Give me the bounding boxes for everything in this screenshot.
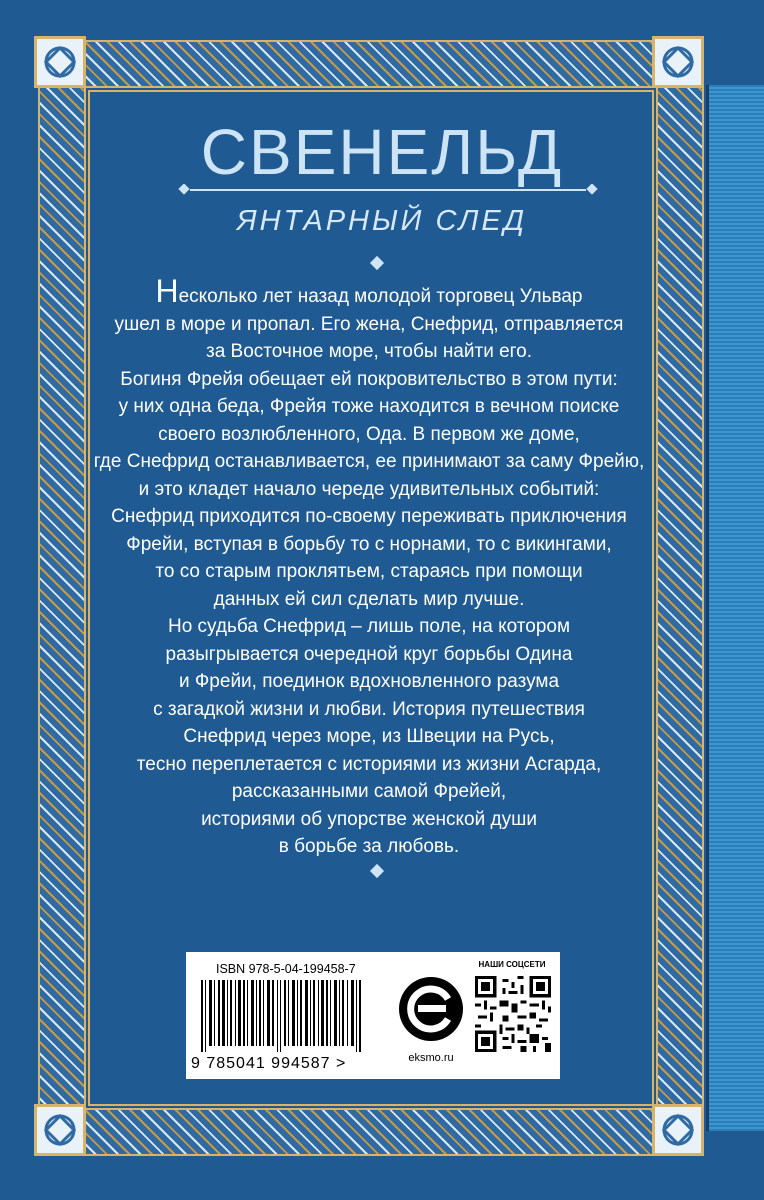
- barcode-panel: [186, 952, 560, 1079]
- annotation-line: и это кладет начало череде удивительных событий:: [138, 478, 600, 500]
- annotation-line: Но судьба Снефрид – лишь поле, на котором: [167, 616, 571, 637]
- annotation-line: Богиня Фрейя обещает ей покровительство в этом пути:: [120, 368, 618, 390]
- barcode-icon: [191, 980, 376, 1052]
- ornament-border-top: [38, 40, 700, 88]
- annotation-line: и Фрейи, поединок вдохновленного разума: [178, 671, 560, 692]
- annotation-line: своего возлюбленного, Ода. В первом же доме,: [158, 423, 580, 445]
- qr-code-icon: [475, 976, 551, 1052]
- annotation-line: за Восточное море, чтобы найти его.: [205, 341, 533, 362]
- annotation-line: Снефрид через море, из Швеции на Русь,: [183, 726, 555, 747]
- annotation-line: ушел в море и пропал. Его жена, Снефрид, отправляется: [114, 313, 624, 335]
- ornament-border-bottom: [38, 1108, 700, 1156]
- celtic-knot-icon: [34, 36, 86, 88]
- spine-strip: [706, 85, 764, 1131]
- book-title: СВЕНЕЛЬД: [200, 116, 564, 188]
- annotation-line: Несколько лет назад молодой торговец Ульвар: [155, 273, 583, 309]
- socials-label: НАШИ СОЦСЕТИ: [478, 960, 546, 969]
- annotation-line: историями об упорстве женской души: [201, 808, 537, 830]
- celtic-knot-icon: [652, 1104, 704, 1156]
- annotation-line: тесно переплетается с историями из жизни Асгарда,: [136, 753, 602, 775]
- isbn-label: ISBN 978-5-04-199458-7: [216, 962, 356, 976]
- annotation-line: в борьбе за любовь.: [278, 836, 460, 857]
- eksmo-logo-icon: [396, 974, 466, 1044]
- annotation-line: рассказанными самой Фрейей,: [231, 781, 507, 802]
- publisher-site: eksmo.ru: [408, 1052, 454, 1064]
- barcode-digits: 9 785041 994587 >: [191, 1055, 347, 1072]
- annotation-line: Фрейи, вступая в борьбу то с норнами, то с викингами,: [126, 533, 612, 555]
- annotation-line: Снефрид приходится по-своему переживать приключения: [111, 506, 627, 527]
- annotation-line: с загадкой жизни и любви. История путешествия: [153, 698, 585, 720]
- annotation-line: разыгрывается очередной круг борьбы Одина: [165, 643, 573, 665]
- celtic-knot-icon: [652, 36, 704, 88]
- annotation-text: [88, 273, 650, 861]
- annotation-line: у них одна беда, Фрейя тоже находится в вечном поиске: [118, 396, 620, 417]
- drop-cap: Н: [155, 273, 179, 309]
- book-subtitle: ЯНТАРНЫЙ СЛЕД: [236, 205, 528, 237]
- celtic-knot-icon: [34, 1104, 86, 1156]
- title-divider: [178, 184, 598, 196]
- annotation-line: где Снефрид останавливается, ее принимают за саму Фрейю,: [93, 451, 645, 472]
- annotation-line: то со старым проклятьем, стараясь при помощи: [155, 561, 583, 582]
- annotation-line: данных ей сил сделать мир лучше.: [213, 588, 525, 610]
